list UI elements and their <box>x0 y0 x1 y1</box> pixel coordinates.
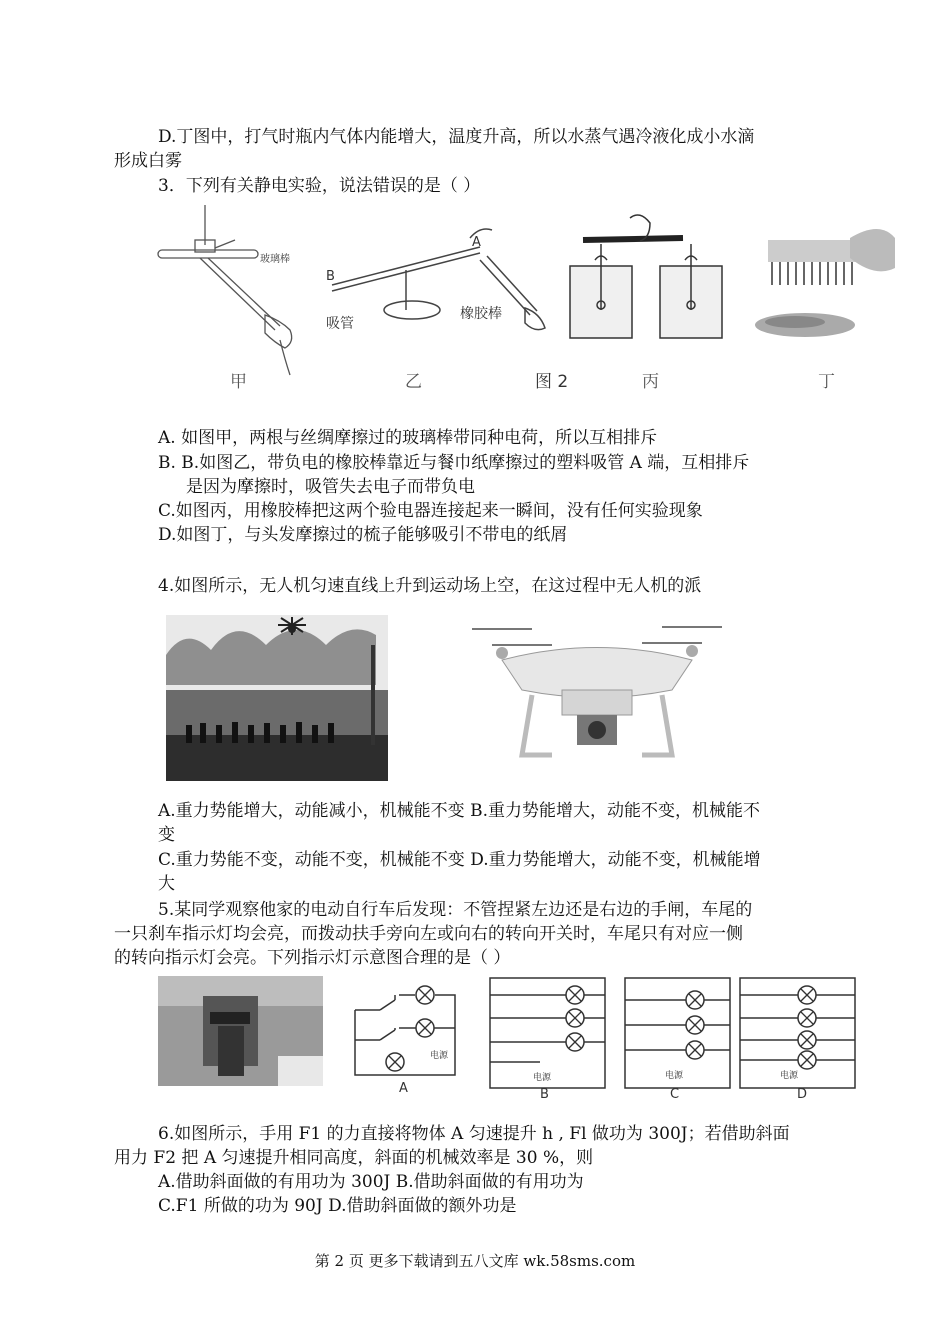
q4-options-ab-line2: 变 <box>158 825 175 845</box>
circuit-d-power: 电源 <box>780 1071 799 1081</box>
q3-option-c: C.如图丙，用橡胶棒把这两个验电器连接起来一瞬间，没有任何实验现象 <box>158 501 703 521</box>
q3-option-d: D.如图丁，与头发摩擦过的梳子能够吸引不带电的纸屑 <box>158 525 568 545</box>
q3-option-b-line2: 是因为摩擦时，吸管失去电子而带负电 <box>186 477 475 497</box>
question-6-line2: 用力 F2 把 A 匀速提升相同高度，斜面的机械效率是 30 %，则 <box>114 1148 594 1168</box>
page-footer: 第 2 页 更多下载请到五八文库 wk.58sms.com <box>314 1252 636 1270</box>
question-5-line3: 的转向指示灯会亮。下列指示灯示意图合理的是（ ） <box>114 948 511 968</box>
quadcopter-drone-photo <box>462 615 738 781</box>
label-a: A <box>472 235 481 250</box>
circuit-d-label: D <box>797 1087 808 1100</box>
circuit-a-power: 电源 <box>430 1051 449 1061</box>
q3-option-a: A. 如图甲，两根与丝绸摩擦过的玻璃棒带同种电荷，所以互相排斥 <box>158 428 658 448</box>
question-6-line1: 6.如图所示，手用 F1 的力直接将物体 A 匀速提升 h , Fl 做功为 300J；若借助斜面 <box>158 1124 790 1144</box>
q4-options-cd-line2: 大 <box>158 874 175 894</box>
q4-options-ab-line1: A.重力势能增大，动能减小，机械能不变 B.重力势能增大，动能不变，机械能不 <box>158 801 760 821</box>
stadium-drone-photo <box>166 615 388 781</box>
question-5-line1: 5.某同学观察他家的电动自行车后发现：不管捏紧左边还是右边的手闸，车尾的 <box>158 900 753 920</box>
circuit-a <box>355 995 455 1075</box>
q6-options-cd: C.F1 所做的功为 90J D.借助斜面做的额外功是 <box>158 1196 517 1216</box>
circuit-diagrams <box>335 970 865 1100</box>
figure-yi-drawing <box>332 229 545 330</box>
q4-options-cd-line1: C.重力势能不变，动能不变，机械能不变 D.重力势能增大，动能不变，机械能增 <box>158 850 761 870</box>
label-b: B <box>326 269 335 284</box>
figure-2-title: 图 2 <box>535 372 569 392</box>
bike-taillight-photo <box>158 976 323 1086</box>
circuit-a-label: A <box>399 1081 408 1096</box>
label-rubber-rod: 橡胶棒 <box>460 306 502 322</box>
circuit-c-power: 电源 <box>665 1071 684 1081</box>
circuit-b-power: 电源 <box>533 1073 552 1083</box>
question-4: 4.如图所示，无人机匀速直线上升到运动场上空，在这过程中无人机的派 <box>158 576 702 596</box>
label-glass-rod: 玻璃棒 <box>260 254 290 265</box>
circuit-b-label: B <box>540 1087 549 1100</box>
label-yi: 乙 <box>405 372 422 392</box>
figure-ding-drawing <box>755 229 895 337</box>
label-straw: 吸管 <box>326 316 354 332</box>
option-d-line2: 形成白雾 <box>114 151 182 171</box>
option-d-line1: D.丁图中，打气时瓶内气体内能增大，温度升高，所以水蒸气遇冷液化成小水滴 <box>158 127 755 147</box>
figure-bing-drawing <box>570 215 722 338</box>
q3-option-b-line1: B. B.如图乙，带负电的橡胶棒靠近与餐巾纸摩擦过的塑料吸管 A 端，互相排斥 <box>158 453 750 473</box>
label-bing: 丙 <box>642 372 659 392</box>
circuit-c-label: C <box>670 1087 680 1100</box>
question-5-line2: 一只刹车指示灯均会亮，而拨动扶手旁向左或向右的转向开关时，车尾只有对应一侧 <box>114 924 743 944</box>
question-3: 3．下列有关静电实验，说法错误的是（ ） <box>158 176 481 196</box>
q6-options-ab: A.借助斜面做的有用功为 300J B.借助斜面做的有用功为 <box>158 1172 584 1192</box>
label-jia: 甲 <box>230 372 247 392</box>
label-ding: 丁 <box>818 372 835 392</box>
figure-2 <box>150 200 900 400</box>
figure-jia-drawing <box>158 205 292 375</box>
